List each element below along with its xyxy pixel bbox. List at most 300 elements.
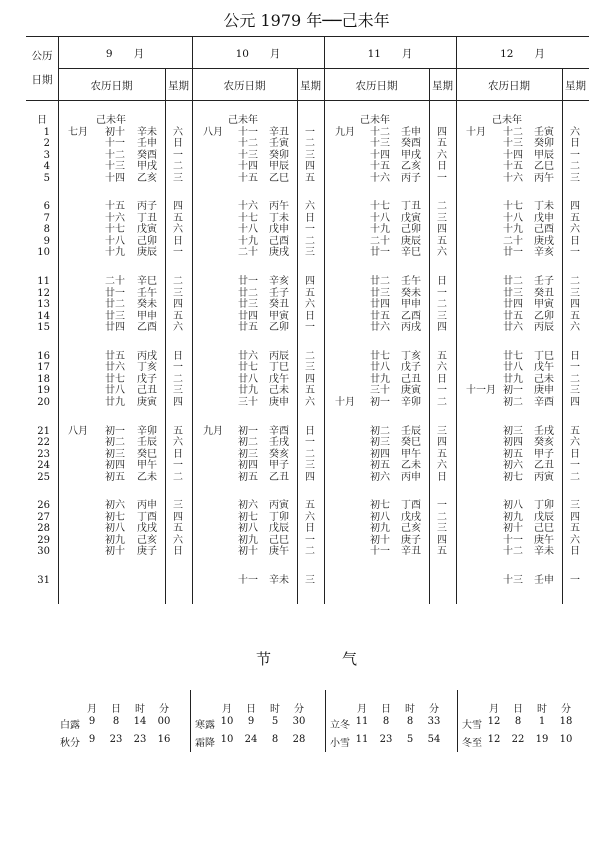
weekday: 日 xyxy=(437,373,447,385)
solar-term-value: 5 xyxy=(271,716,279,727)
weekday: 六 xyxy=(570,126,580,138)
lunar-day: 廿二 xyxy=(503,276,523,287)
ganzhi: 丁巳 xyxy=(534,350,554,362)
ganzhi: 丁酉 xyxy=(401,500,421,512)
weekday: 五 xyxy=(570,523,580,535)
lunar-day: 十九 xyxy=(370,224,390,236)
lunar-day: 初二 xyxy=(503,396,523,408)
ganzhi: 癸酉 xyxy=(137,149,157,161)
col-divider xyxy=(58,36,59,604)
weekday: 六 xyxy=(173,126,183,138)
ganzhi: 乙亥 xyxy=(137,172,157,184)
ganzhi: 庚寅 xyxy=(401,385,421,397)
lunar-day: 三十 xyxy=(238,396,258,408)
weekday: 三 xyxy=(437,212,447,224)
gregorian-day: 12 xyxy=(37,287,50,299)
ganzhi: 己亥 xyxy=(137,534,157,546)
lunar-day: 十二 xyxy=(105,149,125,161)
ganzhi: 癸卯 xyxy=(534,138,554,149)
ganzhi: 己巳 xyxy=(269,534,289,546)
solar-term-value: 8 xyxy=(406,716,414,727)
gregorian-day: 17 xyxy=(37,362,50,374)
solar-term-divider xyxy=(457,690,458,752)
lunar-day: 廿一 xyxy=(105,287,125,299)
weekday: 一 xyxy=(570,362,580,374)
weekday: 一 xyxy=(437,500,447,512)
ganzhi: 戊戌 xyxy=(137,523,157,535)
col-divider xyxy=(456,36,457,604)
ganzhi: 癸巳 xyxy=(401,437,421,448)
weekday: 日 xyxy=(173,350,183,362)
lunar-day: 二十 xyxy=(238,247,258,259)
month-header-10: 10 月 xyxy=(235,48,281,60)
solar-term-value: 19 xyxy=(535,734,549,745)
ganzhi: 戊子 xyxy=(401,362,421,374)
weekday: 日 xyxy=(173,448,183,460)
solar-term-value: 8 xyxy=(514,716,522,727)
lunar-day: 廿三 xyxy=(370,287,390,299)
weekday: 五 xyxy=(437,235,447,247)
weekday: 一 xyxy=(437,385,447,397)
ganzhi: 壬子 xyxy=(534,276,554,287)
weekday: 六 xyxy=(305,201,315,213)
lunar-day: 初五 xyxy=(105,471,125,483)
lunar-day: 初八 xyxy=(105,523,125,535)
solar-term-value: 00 xyxy=(157,716,171,727)
ganzhi: 甲午 xyxy=(137,460,157,471)
ganzhi: 丙申 xyxy=(401,471,421,483)
lunar-day: 十五 xyxy=(503,161,523,172)
gregorian-day: 11 xyxy=(37,276,50,287)
weekday: 三 xyxy=(173,172,183,184)
weekday: 二 xyxy=(173,161,183,172)
ganzhi: 乙丑 xyxy=(269,471,289,483)
weekday: 六 xyxy=(570,322,580,333)
lunar-day: 初三 xyxy=(238,448,258,460)
lunar-day: 十一 xyxy=(105,138,125,149)
ganzhi: 庚子 xyxy=(401,534,421,546)
weekday: 二 xyxy=(305,546,315,558)
lunar-day: 初四 xyxy=(370,448,390,460)
solar-term-divider xyxy=(190,690,191,752)
lunar-month-label: 十一月 xyxy=(466,385,496,397)
weekday: 三 xyxy=(305,460,315,471)
gregorian-day: 10 xyxy=(37,247,50,259)
lunar-day: 初五 xyxy=(370,460,390,471)
weekday: 三 xyxy=(305,149,315,161)
solar-term-value: 24 xyxy=(244,734,258,745)
ganzhi: 己卯 xyxy=(401,224,421,236)
solar-term-name: 大雪 xyxy=(462,720,482,731)
ganzhi: 己卯 xyxy=(137,235,157,247)
solar-term-col-header: 时 xyxy=(270,704,280,715)
solar-term-value: 22 xyxy=(511,734,525,745)
ganzhi: 乙酉 xyxy=(401,310,421,322)
weekday: 五 xyxy=(305,287,315,299)
ganzhi: 甲戌 xyxy=(401,149,421,161)
ganzhi: 辛未 xyxy=(534,546,554,558)
lunar-day: 廿七 xyxy=(105,373,125,385)
lunar-day: 初九 xyxy=(503,511,523,523)
lunar-day: 廿八 xyxy=(105,385,125,397)
ganzhi: 癸卯 xyxy=(269,149,289,161)
day-header: 日 xyxy=(37,115,47,126)
weekday: 二 xyxy=(570,373,580,385)
gregorian-day: 16 xyxy=(37,350,50,362)
solar-term-value: 9 xyxy=(247,716,255,727)
lunar-day: 初八 xyxy=(370,511,390,523)
lunar-year-label: 己未年 xyxy=(228,115,258,126)
lunar-day: 十五 xyxy=(238,172,258,184)
solar-term-col-header: 时 xyxy=(537,704,547,715)
gregorian-day: 30 xyxy=(37,546,50,558)
lunar-day: 十一 xyxy=(503,534,523,546)
gregorian-day: 21 xyxy=(37,425,50,437)
weekday: 六 xyxy=(173,224,183,236)
weekday: 六 xyxy=(173,322,183,333)
ganzhi: 丙午 xyxy=(269,201,289,213)
solar-term-col-header: 时 xyxy=(405,704,415,715)
ganzhi: 庚子 xyxy=(137,546,157,558)
weekday: 五 xyxy=(437,546,447,558)
weekday: 四 xyxy=(570,299,580,310)
ganzhi: 乙巳 xyxy=(534,161,554,172)
weekday: 六 xyxy=(437,149,447,161)
lunar-day: 初四 xyxy=(238,460,258,471)
solar-term-name: 秋分 xyxy=(60,738,80,749)
weekday: 二 xyxy=(437,299,447,310)
gregorian-day: 22 xyxy=(37,437,50,448)
ganzhi: 壬子 xyxy=(269,287,289,299)
gregorian-label: 公历 xyxy=(31,50,53,62)
lunar-day: 初三 xyxy=(105,448,125,460)
weekday: 四 xyxy=(570,396,580,408)
ganzhi: 壬申 xyxy=(137,138,157,149)
solar-term-value: 8 xyxy=(382,716,390,727)
lunar-day: 十九 xyxy=(503,224,523,236)
weekday: 六 xyxy=(173,437,183,448)
weekday: 五 xyxy=(305,385,315,397)
weekday: 日 xyxy=(305,425,315,437)
lunar-day: 廿一 xyxy=(370,247,390,259)
lunar-day: 十三 xyxy=(370,138,390,149)
weekday: 六 xyxy=(570,224,580,236)
lunar-day: 十七 xyxy=(105,224,125,236)
weekday: 六 xyxy=(437,460,447,471)
weekday: 五 xyxy=(570,310,580,322)
solar-term-col-header: 日 xyxy=(381,704,391,715)
ganzhi: 庚午 xyxy=(269,546,289,558)
weekday: 六 xyxy=(173,534,183,546)
lunar-month-label: 十月 xyxy=(466,126,486,138)
lunar-month-label: 七月 xyxy=(68,126,88,138)
weekday: 四 xyxy=(173,396,183,408)
ganzhi: 辛巳 xyxy=(401,247,421,259)
lunar-day: 廿六 xyxy=(503,322,523,333)
lunar-day: 初四 xyxy=(503,437,523,448)
lunar-day: 廿九 xyxy=(105,396,125,408)
lunar-day: 初二 xyxy=(370,425,390,437)
lunar-day: 廿七 xyxy=(238,362,258,374)
ganzhi: 甲寅 xyxy=(534,299,554,310)
weekday: 一 xyxy=(173,362,183,374)
weekday: 六 xyxy=(570,534,580,546)
ganzhi: 乙卯 xyxy=(269,322,289,333)
weekday: 四 xyxy=(173,201,183,213)
weekday: 二 xyxy=(570,161,580,172)
weekday: 日 xyxy=(437,161,447,172)
ganzhi: 癸酉 xyxy=(401,138,421,149)
weekday: 二 xyxy=(173,471,183,483)
ganzhi: 己未 xyxy=(269,385,289,397)
ganzhi: 甲子 xyxy=(534,448,554,460)
ganzhi: 辛亥 xyxy=(269,276,289,287)
lunar-day: 廿六 xyxy=(370,322,390,333)
gregorian-day: 7 xyxy=(43,212,50,224)
lunar-day: 十九 xyxy=(238,235,258,247)
ganzhi: 丙寅 xyxy=(534,471,554,483)
solar-term-value: 23 xyxy=(109,734,123,745)
gregorian-day: 3 xyxy=(43,149,50,161)
solar-term-value: 5 xyxy=(406,734,414,745)
ganzhi: 丁亥 xyxy=(401,350,421,362)
weekday: 日 xyxy=(570,546,580,558)
weekday: 二 xyxy=(305,235,315,247)
ganzhi: 壬戌 xyxy=(534,425,554,437)
ganzhi: 丙子 xyxy=(401,172,421,184)
solar-term-value: 11 xyxy=(355,734,369,745)
lunar-day: 初六 xyxy=(503,460,523,471)
lunar-day: 初十 xyxy=(370,534,390,546)
weekday: 一 xyxy=(305,437,315,448)
gregorian-day: 6 xyxy=(43,201,50,213)
lunar-day: 廿二 xyxy=(370,276,390,287)
weekday-header: 星期 xyxy=(300,80,321,92)
lunar-day: 廿八 xyxy=(503,362,523,374)
solar-term-value: 1 xyxy=(538,716,546,727)
ganzhi: 丙子 xyxy=(137,201,157,213)
ganzhi: 己巳 xyxy=(534,523,554,535)
weekday: 二 xyxy=(173,373,183,385)
solar-term-value: 8 xyxy=(271,734,279,745)
weekday-header: 星期 xyxy=(168,80,189,92)
lunar-day: 廿四 xyxy=(503,299,523,310)
gregorian-day: 18 xyxy=(37,373,50,385)
weekday: 六 xyxy=(305,396,315,408)
weekday: 五 xyxy=(173,310,183,322)
lunar-day: 十六 xyxy=(503,172,523,184)
ganzhi: 庚戌 xyxy=(269,247,289,259)
ganzhi: 壬戌 xyxy=(269,437,289,448)
solar-term-name: 小雪 xyxy=(330,738,350,749)
lunar-day: 十六 xyxy=(238,201,258,213)
lunar-day: 十四 xyxy=(370,149,390,161)
date-label: 日期 xyxy=(31,74,53,86)
ganzhi: 戊寅 xyxy=(401,212,421,224)
lunar-day: 廿五 xyxy=(503,310,523,322)
lunar-day: 廿五 xyxy=(105,350,125,362)
weekday: 三 xyxy=(570,287,580,299)
weekday-header: 星期 xyxy=(565,80,586,92)
solar-term-value: 8 xyxy=(112,716,120,727)
lunar-day: 十一 xyxy=(238,575,258,586)
gregorian-day: 15 xyxy=(37,322,50,333)
weekday: 五 xyxy=(437,350,447,362)
col-divider xyxy=(562,68,563,604)
col-divider xyxy=(429,68,430,604)
solar-term-value: 12 xyxy=(487,734,501,745)
ganzhi: 戊戌 xyxy=(401,511,421,523)
weekday: 五 xyxy=(173,523,183,535)
lunar-day: 廿六 xyxy=(238,350,258,362)
lunar-day: 廿九 xyxy=(503,373,523,385)
solar-term-name: 冬至 xyxy=(462,738,482,749)
weekday: 二 xyxy=(437,511,447,523)
weekday: 五 xyxy=(173,212,183,224)
gregorian-day: 2 xyxy=(43,138,50,149)
lunar-date-header: 农历日期 xyxy=(223,80,266,92)
gregorian-day: 31 xyxy=(37,575,50,586)
solar-term-value: 9 xyxy=(88,716,96,727)
weekday: 一 xyxy=(570,149,580,161)
solar-term-value: 54 xyxy=(427,734,441,745)
weekday: 一 xyxy=(437,287,447,299)
ganzhi: 戊子 xyxy=(137,373,157,385)
ganzhi: 戊辰 xyxy=(269,523,289,535)
ganzhi: 庚辰 xyxy=(137,247,157,259)
weekday: 三 xyxy=(570,172,580,184)
lunar-day: 十六 xyxy=(105,212,125,224)
lunar-day: 廿四 xyxy=(105,322,125,333)
ganzhi: 壬辰 xyxy=(137,437,157,448)
weekday: 三 xyxy=(173,287,183,299)
ganzhi: 壬午 xyxy=(401,276,421,287)
gregorian-day: 1 xyxy=(43,126,50,138)
lunar-day: 廿二 xyxy=(238,287,258,299)
lunar-day: 十二 xyxy=(238,138,258,149)
solar-term-value: 9 xyxy=(88,734,96,745)
lunar-day: 初四 xyxy=(105,460,125,471)
lunar-day: 初八 xyxy=(503,500,523,512)
lunar-day: 十四 xyxy=(105,172,125,184)
page-title: 公元 1979 年──己未年 xyxy=(223,11,390,30)
solar-term-col-header: 日 xyxy=(513,704,523,715)
ganzhi: 甲寅 xyxy=(269,310,289,322)
solar-term-col-header: 分 xyxy=(561,704,571,715)
ganzhi: 己丑 xyxy=(401,373,421,385)
ganzhi: 甲戌 xyxy=(137,161,157,172)
lunar-day: 十五 xyxy=(370,161,390,172)
weekday: 二 xyxy=(437,396,447,408)
solar-term-col-header: 分 xyxy=(429,704,439,715)
lunar-day: 廿九 xyxy=(370,373,390,385)
lunar-date-header: 农历日期 xyxy=(488,80,530,92)
ganzhi: 癸亥 xyxy=(269,448,289,460)
ganzhi: 乙卯 xyxy=(534,310,554,322)
lunar-day: 初九 xyxy=(105,534,125,546)
weekday: 四 xyxy=(305,161,315,172)
ganzhi: 丁卯 xyxy=(534,500,554,512)
ganzhi: 丁未 xyxy=(534,201,554,213)
weekday: 一 xyxy=(173,149,183,161)
ganzhi: 庚申 xyxy=(269,396,289,408)
gregorian-day: 24 xyxy=(37,460,50,471)
ganzhi: 庚申 xyxy=(534,385,554,397)
lunar-day: 廿四 xyxy=(238,310,258,322)
lunar-day: 初三 xyxy=(503,425,523,437)
solar-term-col-header: 时 xyxy=(135,704,145,715)
weekday: 日 xyxy=(437,276,447,287)
ganzhi: 丙午 xyxy=(534,172,554,184)
gregorian-day: 25 xyxy=(37,471,50,483)
weekday: 一 xyxy=(173,460,183,471)
lunar-day: 初十 xyxy=(105,546,125,558)
weekday: 五 xyxy=(570,425,580,437)
lunar-day: 十九 xyxy=(105,247,125,259)
weekday: 二 xyxy=(305,350,315,362)
gregorian-day: 14 xyxy=(37,310,50,322)
lunar-day: 十七 xyxy=(503,201,523,213)
col-divider xyxy=(324,36,325,604)
lunar-year-label: 己未年 xyxy=(360,115,390,126)
ganzhi: 壬午 xyxy=(137,287,157,299)
weekday: 四 xyxy=(437,437,447,448)
weekday: 四 xyxy=(437,534,447,546)
ganzhi: 辛未 xyxy=(269,575,289,586)
lunar-day: 初六 xyxy=(105,500,125,512)
ganzhi: 壬申 xyxy=(401,126,421,138)
lunar-day: 十二 xyxy=(503,126,523,138)
weekday: 三 xyxy=(305,247,315,259)
lunar-day: 十六 xyxy=(370,172,390,184)
weekday: 六 xyxy=(305,511,315,523)
ganzhi: 丁卯 xyxy=(269,511,289,523)
weekday: 四 xyxy=(173,299,183,310)
col-divider xyxy=(297,68,298,604)
header-bottom-border xyxy=(26,100,589,101)
gregorian-day: 26 xyxy=(37,500,50,512)
weekday: 日 xyxy=(173,138,183,149)
lunar-year-label: 己未年 xyxy=(96,115,126,126)
solar-term-col-header: 月 xyxy=(357,704,367,715)
ganzhi: 壬寅 xyxy=(534,126,554,138)
ganzhi: 庚寅 xyxy=(137,396,157,408)
solar-term-col-header: 分 xyxy=(294,704,304,715)
solar-term-value: 28 xyxy=(292,734,306,745)
ganzhi: 癸丑 xyxy=(534,287,554,299)
weekday: 日 xyxy=(570,235,580,247)
lunar-day: 廿三 xyxy=(503,287,523,299)
ganzhi: 乙未 xyxy=(401,460,421,471)
ganzhi: 庚戌 xyxy=(534,235,554,247)
ganzhi: 己酉 xyxy=(269,235,289,247)
weekday: 二 xyxy=(570,471,580,483)
month-header-9: 9 月 xyxy=(105,48,145,60)
lunar-day: 初十 xyxy=(238,546,258,558)
weekday: 一 xyxy=(305,224,315,236)
solar-term-value: 33 xyxy=(427,716,441,727)
weekday: 二 xyxy=(570,276,580,287)
solar-term-value: 10 xyxy=(559,734,573,745)
lunar-day: 二十 xyxy=(370,235,390,247)
lunar-day: 初六 xyxy=(370,471,390,483)
gregorian-day: 4 xyxy=(43,161,50,172)
ganzhi: 辛卯 xyxy=(401,396,421,408)
lunar-day: 廿三 xyxy=(105,310,125,322)
weekday: 三 xyxy=(570,385,580,397)
weekday: 日 xyxy=(305,212,315,224)
lunar-month-label: 十月 xyxy=(335,396,355,408)
